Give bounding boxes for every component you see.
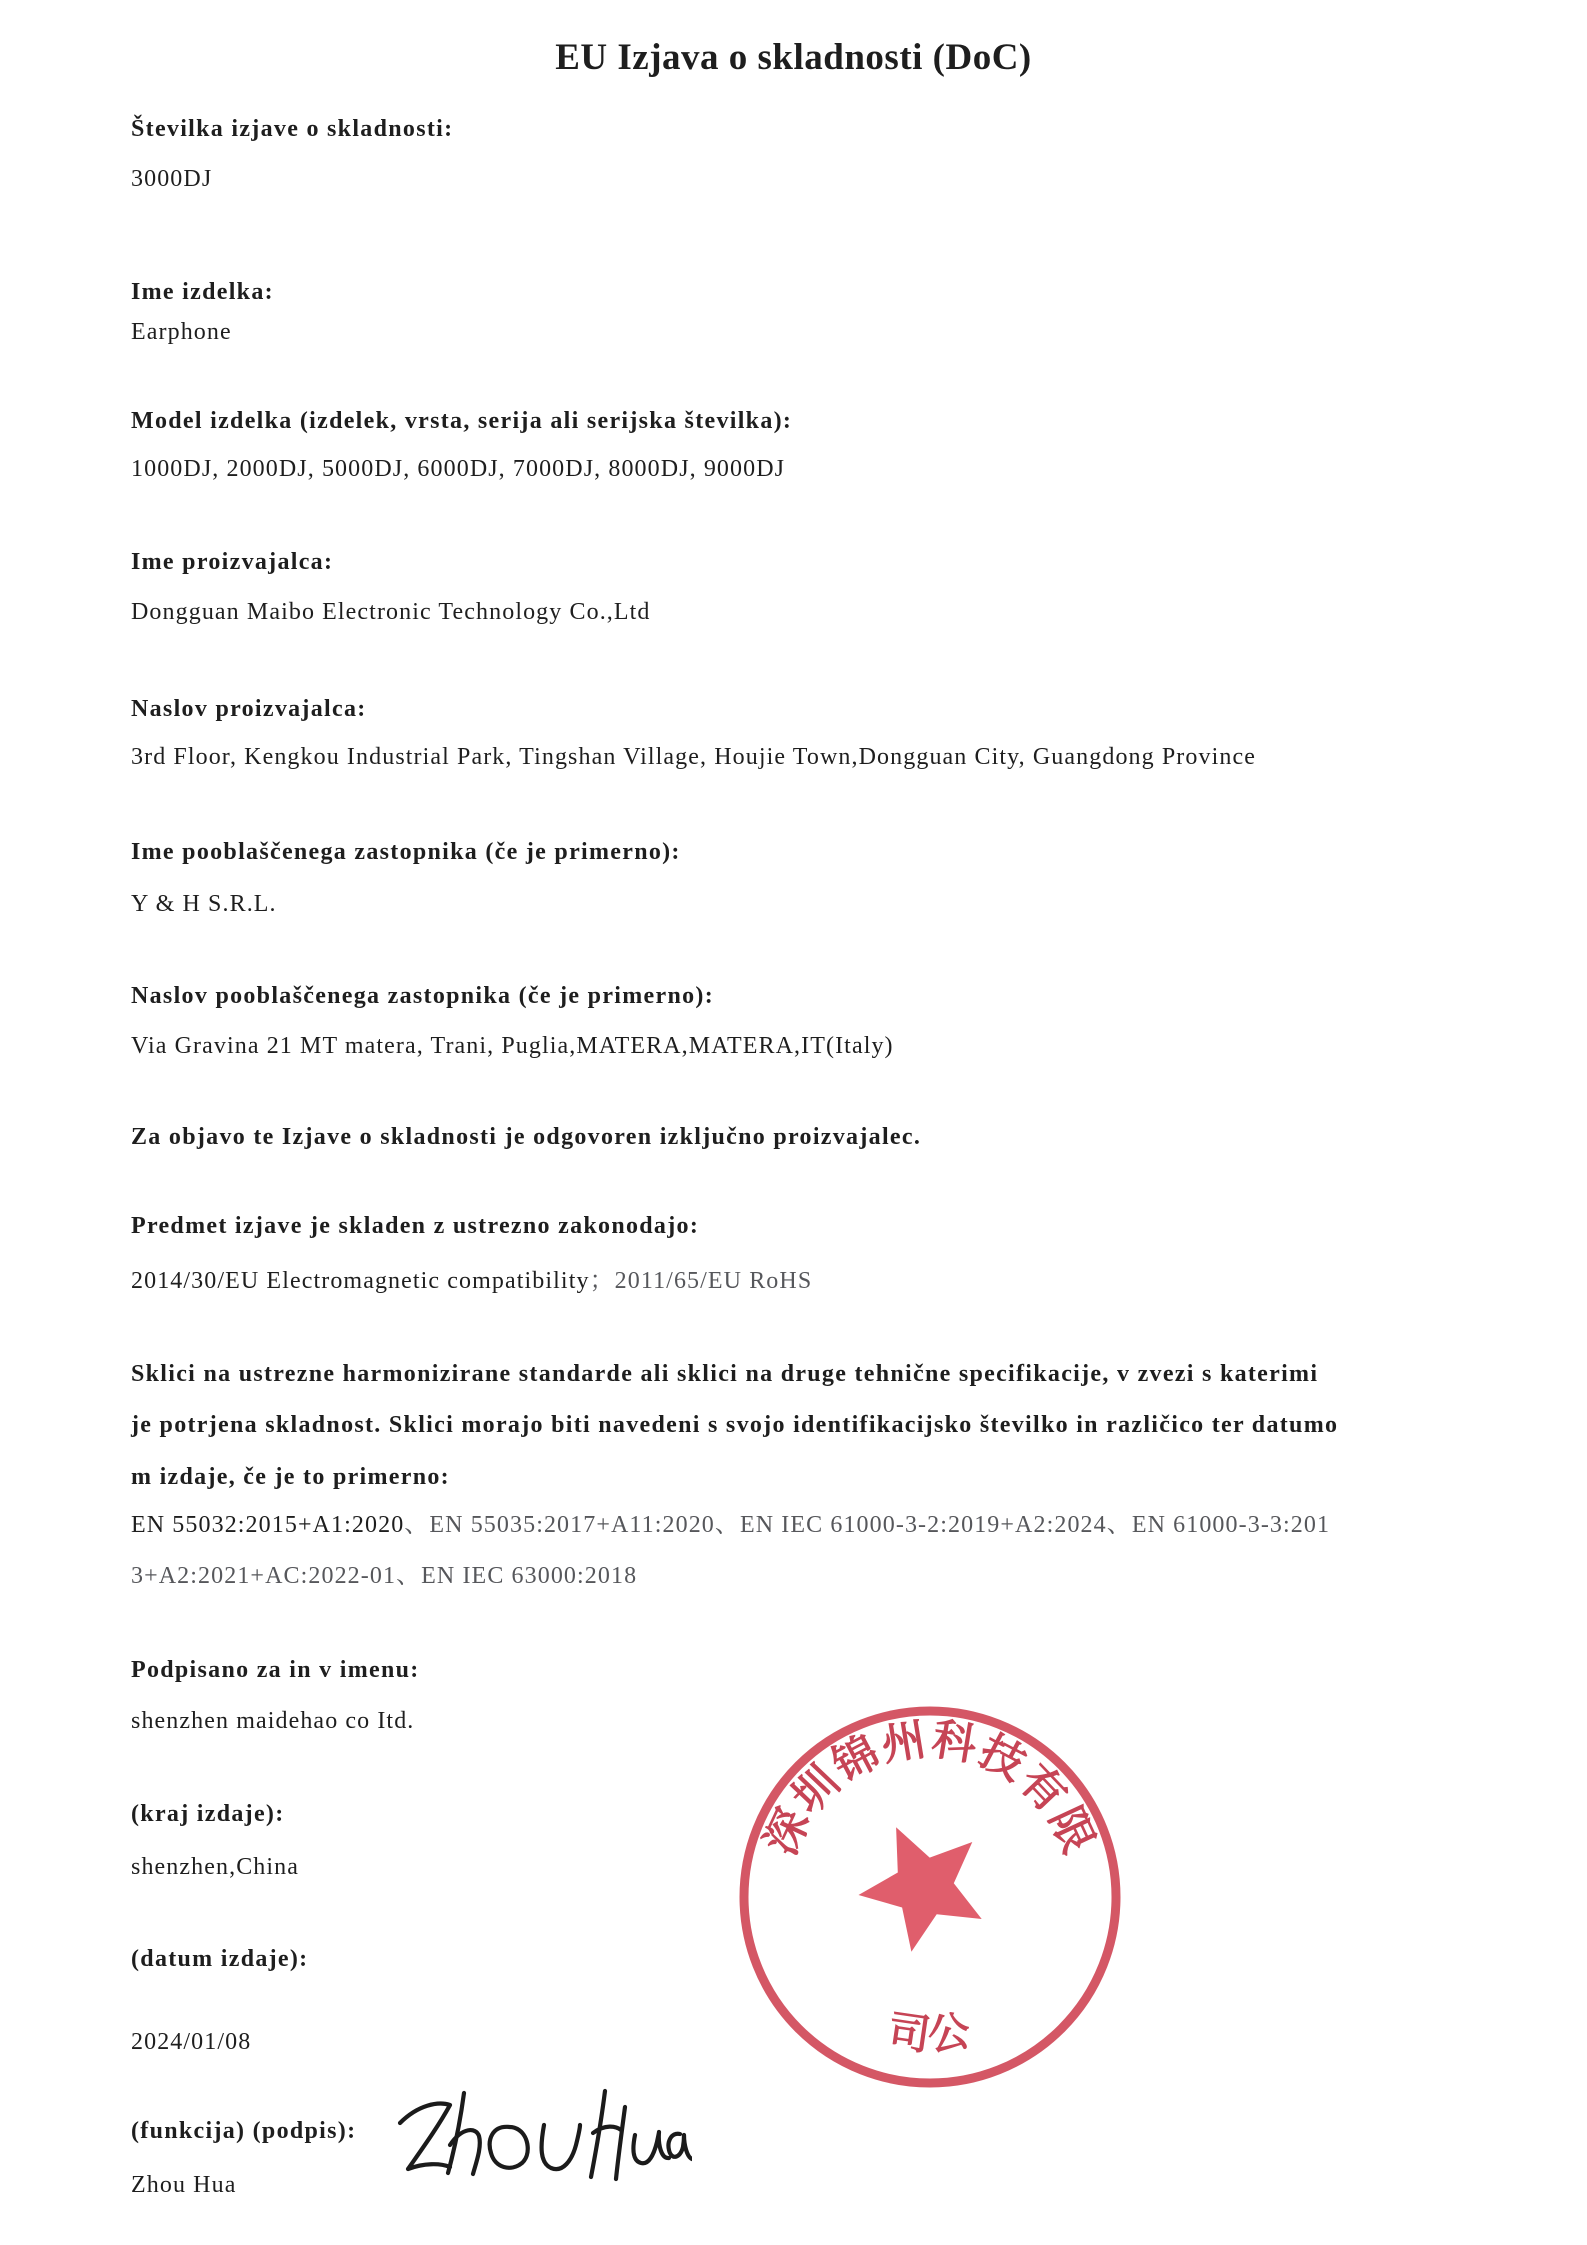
page-title: EU Izjava o skladnosti (DoC) [555, 37, 1032, 78]
signed-for-label: Podpisano za in v imenu: [131, 1657, 420, 1683]
legislation-value-primary: 2014/30/EU Electromagnetic compatibility [131, 1268, 590, 1294]
standards-intro-line3: m izdaje, če je to primerno: [131, 1464, 450, 1490]
stamp-arc-text: 深圳锦州科技有限 [755, 1713, 1105, 1863]
representative-name-label: Ime pooblaščenega zastopnika (če je primerno): [131, 839, 681, 865]
place-of-issue-value: shenzhen,China [131, 1854, 300, 1880]
date-of-issue-label: (datum izdaje): [131, 1946, 309, 1972]
svg-text:司公 [885, 2006, 975, 2061]
product-model-label: Model izdelka (izdelek, vrsta, serija ali serijska številka): [131, 408, 793, 434]
standards-intro-line1: Sklici na ustrezne harmonizirane standarde ali sklici na druge tehnične specifikacije, v zvezi s katerimi [131, 1361, 1319, 1387]
sole-responsibility-statement: Za objavo te Izjave o skladnosti je odgovoren izključno proizvajalec. [131, 1124, 922, 1150]
legislation-label: Predmet izjave je skladen z ustrezno zakonodajo: [131, 1213, 700, 1239]
manufacturer-name-value: Dongguan Maibo Electronic Technology Co.,Ltd [131, 599, 651, 625]
declaration-number-value: 3000DJ [131, 166, 213, 192]
signatory-name: Zhou Hua [131, 2172, 237, 2198]
manufacturer-address-value: 3rd Floor, Kengkou Industrial Park, Tingshan Village, Houjie Town,Dongguan City, Guangdong Province [131, 744, 1256, 770]
product-name-label: Ime izdelka: [131, 279, 274, 305]
representative-address-label: Naslov pooblaščenega zastopnika (če je primerno): [131, 983, 714, 1009]
standards-intro-line2: je potrjena skladnost. Sklici morajo biti navedeni s svojo identifikacijsko številko in različico ter datumo [131, 1412, 1339, 1438]
product-name-value: Earphone [131, 319, 232, 345]
legislation-value [131, 1266, 812, 1297]
manufacturer-address-label: Naslov proizvajalca: [131, 696, 367, 722]
signed-for-value: shenzhen maidehao co Itd. [131, 1708, 415, 1734]
representative-name-value: Y & H S.R.L. [131, 891, 277, 917]
legislation-value-secondary: ；2011/65/EU RoHS [589, 1268, 813, 1294]
standards-list-line2: 3+A2:2021+AC:2022-01、EN IEC 63000:2018 [131, 1563, 638, 1589]
standards-list-line1 [131, 1510, 1330, 1541]
date-of-issue-value: 2024/01/08 [131, 2029, 252, 2055]
product-model-value: 1000DJ, 2000DJ, 5000DJ, 6000DJ, 7000DJ, 8000DJ, 9000DJ [131, 456, 786, 482]
signature-image [392, 2085, 692, 2185]
manufacturer-name-label: Ime proizvajalca: [131, 549, 334, 575]
signature-strokes [400, 2091, 692, 2179]
representative-address-value: Via Gravina 21 MT matera, Trani, Puglia,MATERA,MATERA,IT(Italy) [131, 1033, 894, 1059]
place-of-issue-label: (kraj izdaje): [131, 1801, 285, 1827]
standard-en55032: EN 55032:2015+A1:2020 [131, 1512, 405, 1538]
stamp-star-icon [859, 1827, 982, 1952]
svg-text:深圳锦州科技有限 [755, 1714, 1104, 1863]
standards-list-line1-rest: 、EN 55035:2017+A11:2020、EN IEC 61000-3-2:2019+A2:2024、EN 61000-3-3:201 [404, 1512, 1331, 1538]
declaration-number-label: Številka izjave o skladnosti: [131, 116, 454, 142]
function-signature-label: (funkcija) (podpis): [131, 2118, 357, 2144]
company-stamp [735, 1702, 1125, 2092]
stamp-bottom-text: 司公 [884, 2005, 976, 2061]
